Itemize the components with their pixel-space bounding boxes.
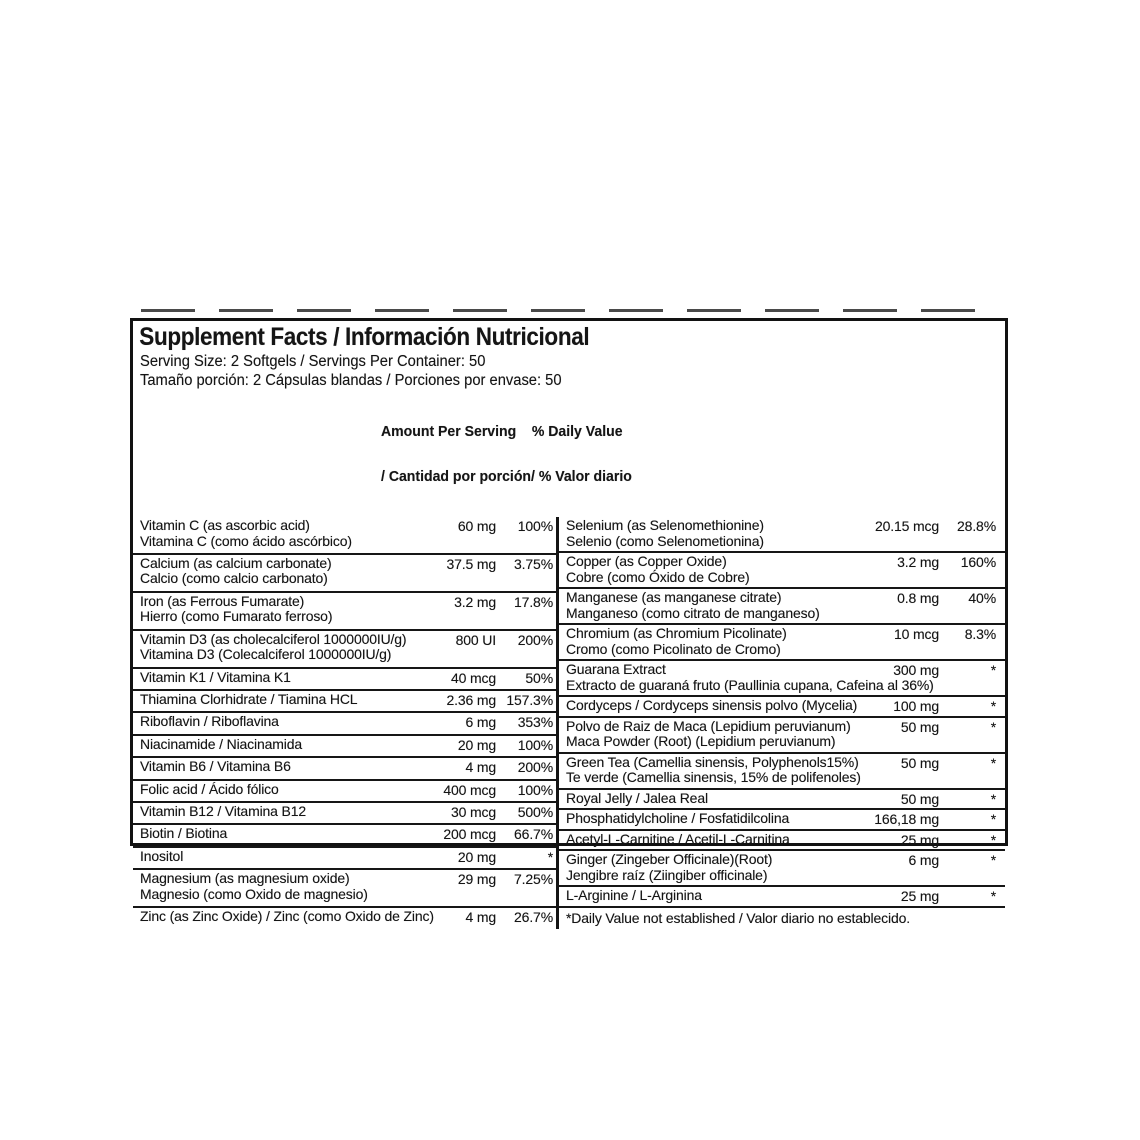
nutrient-row [133, 868, 556, 906]
nutrient-daily-value: 8.3% [964, 626, 996, 642]
column-header-line-en: Amount Per Serving % Daily Value [381, 424, 623, 440]
nutrient-amount: 50 mg [900, 754, 939, 771]
nutrient-name-es: Calcio (como calcio carbonato) [140, 570, 328, 587]
nutrient-name-en: Vitamin B12 / Vitamina B12 [140, 803, 307, 820]
nutrient-amount: 50 mg [900, 790, 939, 807]
nutrient-daily-value: 200% [517, 759, 553, 776]
nutrient-row [133, 906, 556, 928]
nutrient-amount: 0.8 mg [897, 590, 939, 606]
nutrient-name-es: Magnesio (como Oxido de magnesio) [140, 885, 368, 902]
nutrient-row [133, 756, 556, 778]
nutrient-name-es: Cromo (como Picolinato de Cromo) [566, 640, 781, 657]
nutrient-row [559, 885, 1005, 906]
nutrient-name-en: Selenium (as Selenomethionine) [566, 517, 764, 533]
column-header-line-es: / Cantidad por porción/ % Valor diario [381, 469, 632, 485]
serving-size-line-en: Serving Size: 2 Softgels / Servings Per Container: 50 [140, 353, 486, 370]
nutrient-name-en: Niacinamide / Niacinamida [140, 735, 302, 752]
nutrient-daily-value: * [990, 852, 996, 868]
serving-size-line-es: Tamaño porción: 2 Cápsulas blandas / Porciones por envase: 50 [140, 372, 562, 389]
nutrient-row [133, 711, 556, 733]
nutrient-row [559, 829, 1005, 850]
nutrient-name-en: Guarana Extract [566, 661, 666, 677]
nutrient-name-en: Thiamina Clorhidrate / Tiamina HCL [140, 691, 358, 708]
nutrient-amount: 10 mcg [893, 626, 939, 642]
nutrient-amount: 2.36 mg [446, 692, 496, 709]
nutrient-name-es: Jengibre raíz (Ziingiber officinale) [566, 866, 768, 883]
nutrient-daily-value: * [990, 831, 996, 848]
nutrient-name-en: Royal Jelly / Jalea Real [566, 789, 708, 806]
nutrient-daily-value: 17.8% [514, 593, 553, 610]
column-header [133, 393, 1005, 517]
nutrient-daily-value: * [990, 698, 996, 714]
nutrient-amount: 6 mg [908, 852, 939, 868]
nutrient-amount: 6 mg [465, 714, 496, 731]
nutrient-amount: 25 mg [900, 888, 939, 904]
nutrient-name-en: Ginger (Zingeber Officinale)(Root) [566, 851, 773, 867]
nutrient-name-en: L-Arginine / L-Arginina [566, 887, 702, 903]
nutrient-row [559, 808, 1005, 829]
nutrient-name-en: Phosphatidylcholine / Fosfatidilcolina [566, 810, 790, 826]
nutrient-daily-value: * [990, 811, 996, 827]
nutrient-name-en: Zinc (as Zinc Oxide) / Zinc (como Oxido de Zinc) [140, 908, 434, 925]
nutrient-amount: 100 mg [893, 698, 939, 714]
nutrient-row [559, 517, 1005, 551]
nutrient-amount: 29 mg [457, 871, 496, 888]
nutrient-daily-value: 157.3% [506, 692, 553, 709]
nutrient-daily-value: * [990, 718, 996, 735]
nutrient-name-es: Vitamina C (como ácido ascórbico) [140, 532, 352, 549]
nutrient-name-es: Manganeso (como citrato de manganeso) [566, 604, 820, 621]
nutrient-name-es: Hierro (como Fumarato ferroso) [140, 608, 333, 625]
nutrient-amount: 60 mg [457, 518, 496, 534]
nutrient-daily-value: 3.75% [514, 555, 553, 572]
nutrient-daily-value: * [990, 754, 996, 771]
nutrient-row [133, 667, 556, 689]
nutrient-amount: 200 mcg [443, 826, 496, 843]
nutrient-amount: 37.5 mg [446, 555, 496, 572]
nutrient-name-en: Vitamin C (as ascorbic acid) [140, 517, 310, 533]
nutrient-amount: 50 mg [900, 718, 939, 735]
nutrient-row [559, 659, 1005, 695]
nutrient-rows-left [133, 517, 556, 929]
nutrient-name-en: Polvo de Raiz de Maca (Lepidium peruvianum) [566, 717, 851, 734]
nutrient-table [133, 517, 1005, 929]
nutrient-row [559, 623, 1005, 659]
nutrient-row [133, 779, 556, 801]
nutrient-row [133, 689, 556, 711]
nutrient-name-en: Acetyl-L-Carnitine / Acetil-L-Carnitina [566, 830, 790, 847]
nutrient-daily-value: 40% [968, 590, 996, 606]
nutrient-row [133, 591, 556, 629]
nutrient-row [133, 801, 556, 823]
nutrient-daily-value: 26.7% [514, 909, 553, 926]
nutrient-daily-value: 100% [517, 781, 553, 798]
nutrient-row [133, 517, 556, 553]
nutrient-name-en: Calcium (as calcium carbonate) [140, 554, 332, 571]
nutrient-name-es: Cobre (como Óxido de Cobre) [566, 568, 750, 585]
nutrient-daily-value: 500% [517, 804, 553, 821]
nutrient-amount: 20 mg [457, 848, 496, 865]
nutrient-row [133, 734, 556, 756]
nutrient-name-es: Vitamina D3 (Colecalciferol 1000000IU/g) [140, 646, 392, 663]
nutrient-row [559, 551, 1005, 587]
nutrient-name-en: Cordyceps / Cordyceps sinensis polvo (Mycelia) [566, 697, 858, 713]
supplement-facts-label [130, 318, 1008, 926]
nutrient-daily-value: * [990, 888, 996, 904]
nutrient-daily-value: 200% [517, 631, 553, 648]
nutrient-name-en: Copper (as Copper Oxide) [566, 553, 727, 569]
nutrient-daily-value: 28.8% [957, 518, 996, 534]
nutrient-amount: 40 mcg [450, 669, 496, 686]
nutrient-name-en: Vitamin D3 (as cholecalciferol 1000000IU/g) [140, 630, 407, 647]
nutrient-name-es: Extracto de guaraná fruto (Paullinia cupana, Cafeina al 36%) [566, 676, 934, 693]
nutrient-daily-value: 7.25% [514, 871, 553, 888]
nutrient-amount: 30 mcg [450, 804, 496, 821]
nutrient-name-en: Vitamin K1 / Vitamina K1 [140, 668, 291, 685]
nutrient-daily-value: * [990, 790, 996, 807]
nutrient-name-en: Manganese (as manganese citrate) [566, 589, 782, 605]
nutrient-name-en: Folic acid / Ácido fólico [140, 780, 279, 797]
nutrient-amount: 4 mg [465, 759, 496, 776]
nutrient-name-es: Te verde (Camellia sinensis, 15% de polifenoles) [566, 769, 861, 785]
nutrient-amount: 800 UI [455, 631, 496, 648]
nutrient-daily-value: 100% [517, 518, 553, 534]
nutrient-name-es: Maca Powder (Root) (Lepidium peruvianum) [566, 733, 836, 749]
nutrient-row [133, 553, 556, 591]
nutrient-name-es: Selenio (como Selenometionina) [566, 532, 764, 549]
nutrient-amount: 166,18 mg [874, 811, 939, 827]
label-title: Supplement Facts / Información Nutricional [139, 323, 590, 351]
nutrient-daily-value: * [990, 662, 996, 678]
nutrient-row [133, 823, 556, 845]
nutrient-name-en: Chromium (as Chromium Picolinate) [566, 625, 787, 641]
nutrient-daily-value: 160% [960, 554, 996, 570]
nutrient-rows-right [559, 517, 1005, 906]
nutrient-row [559, 752, 1005, 788]
nutrient-amount: 3.2 mg [897, 554, 939, 570]
nutrient-daily-value: 353% [517, 714, 553, 731]
daily-value-footnote: *Daily Value not established / Valor diario no establecido. [559, 906, 1005, 929]
nutrient-daily-value: 66.7% [514, 826, 553, 843]
nutrient-amount: 20.15 mcg [874, 518, 939, 534]
nutrient-table-right-column [559, 517, 1005, 929]
nutrient-row [133, 846, 556, 868]
nutrient-amount: 300 mg [893, 662, 939, 678]
nutrient-name-en: Riboflavin / Riboflavina [140, 713, 279, 730]
nutrient-name-en: Vitamin B6 / Vitamina B6 [140, 758, 291, 775]
nutrient-name-en: Magnesium (as magnesium oxide) [140, 870, 350, 887]
serving-info [133, 351, 1005, 393]
nutrient-row [559, 587, 1005, 623]
nutrient-row [559, 695, 1005, 716]
nutrient-daily-value: 50% [525, 669, 553, 686]
scan-artifact-line [141, 309, 999, 312]
nutrient-daily-value: * [547, 848, 553, 865]
nutrient-table-left-column [133, 517, 556, 929]
nutrient-amount: 25 mg [900, 831, 939, 848]
nutrient-name-en: Green Tea (Camellia sinensis, Polyphenols15%) [566, 753, 859, 770]
nutrient-amount: 3.2 mg [454, 593, 496, 610]
nutrient-name-en: Biotin / Biotina [140, 825, 228, 842]
nutrient-amount: 4 mg [465, 909, 496, 926]
nutrient-row [559, 788, 1005, 809]
nutrient-row [559, 716, 1005, 752]
nutrient-daily-value: 100% [517, 736, 553, 753]
nutrient-row [133, 629, 556, 667]
nutrient-name-en: Inositol [140, 847, 184, 864]
nutrient-amount: 400 mcg [443, 781, 496, 798]
nutrient-row [559, 849, 1005, 885]
nutrient-name-en: Iron (as Ferrous Fumarate) [140, 592, 305, 609]
nutrient-amount: 20 mg [457, 736, 496, 753]
